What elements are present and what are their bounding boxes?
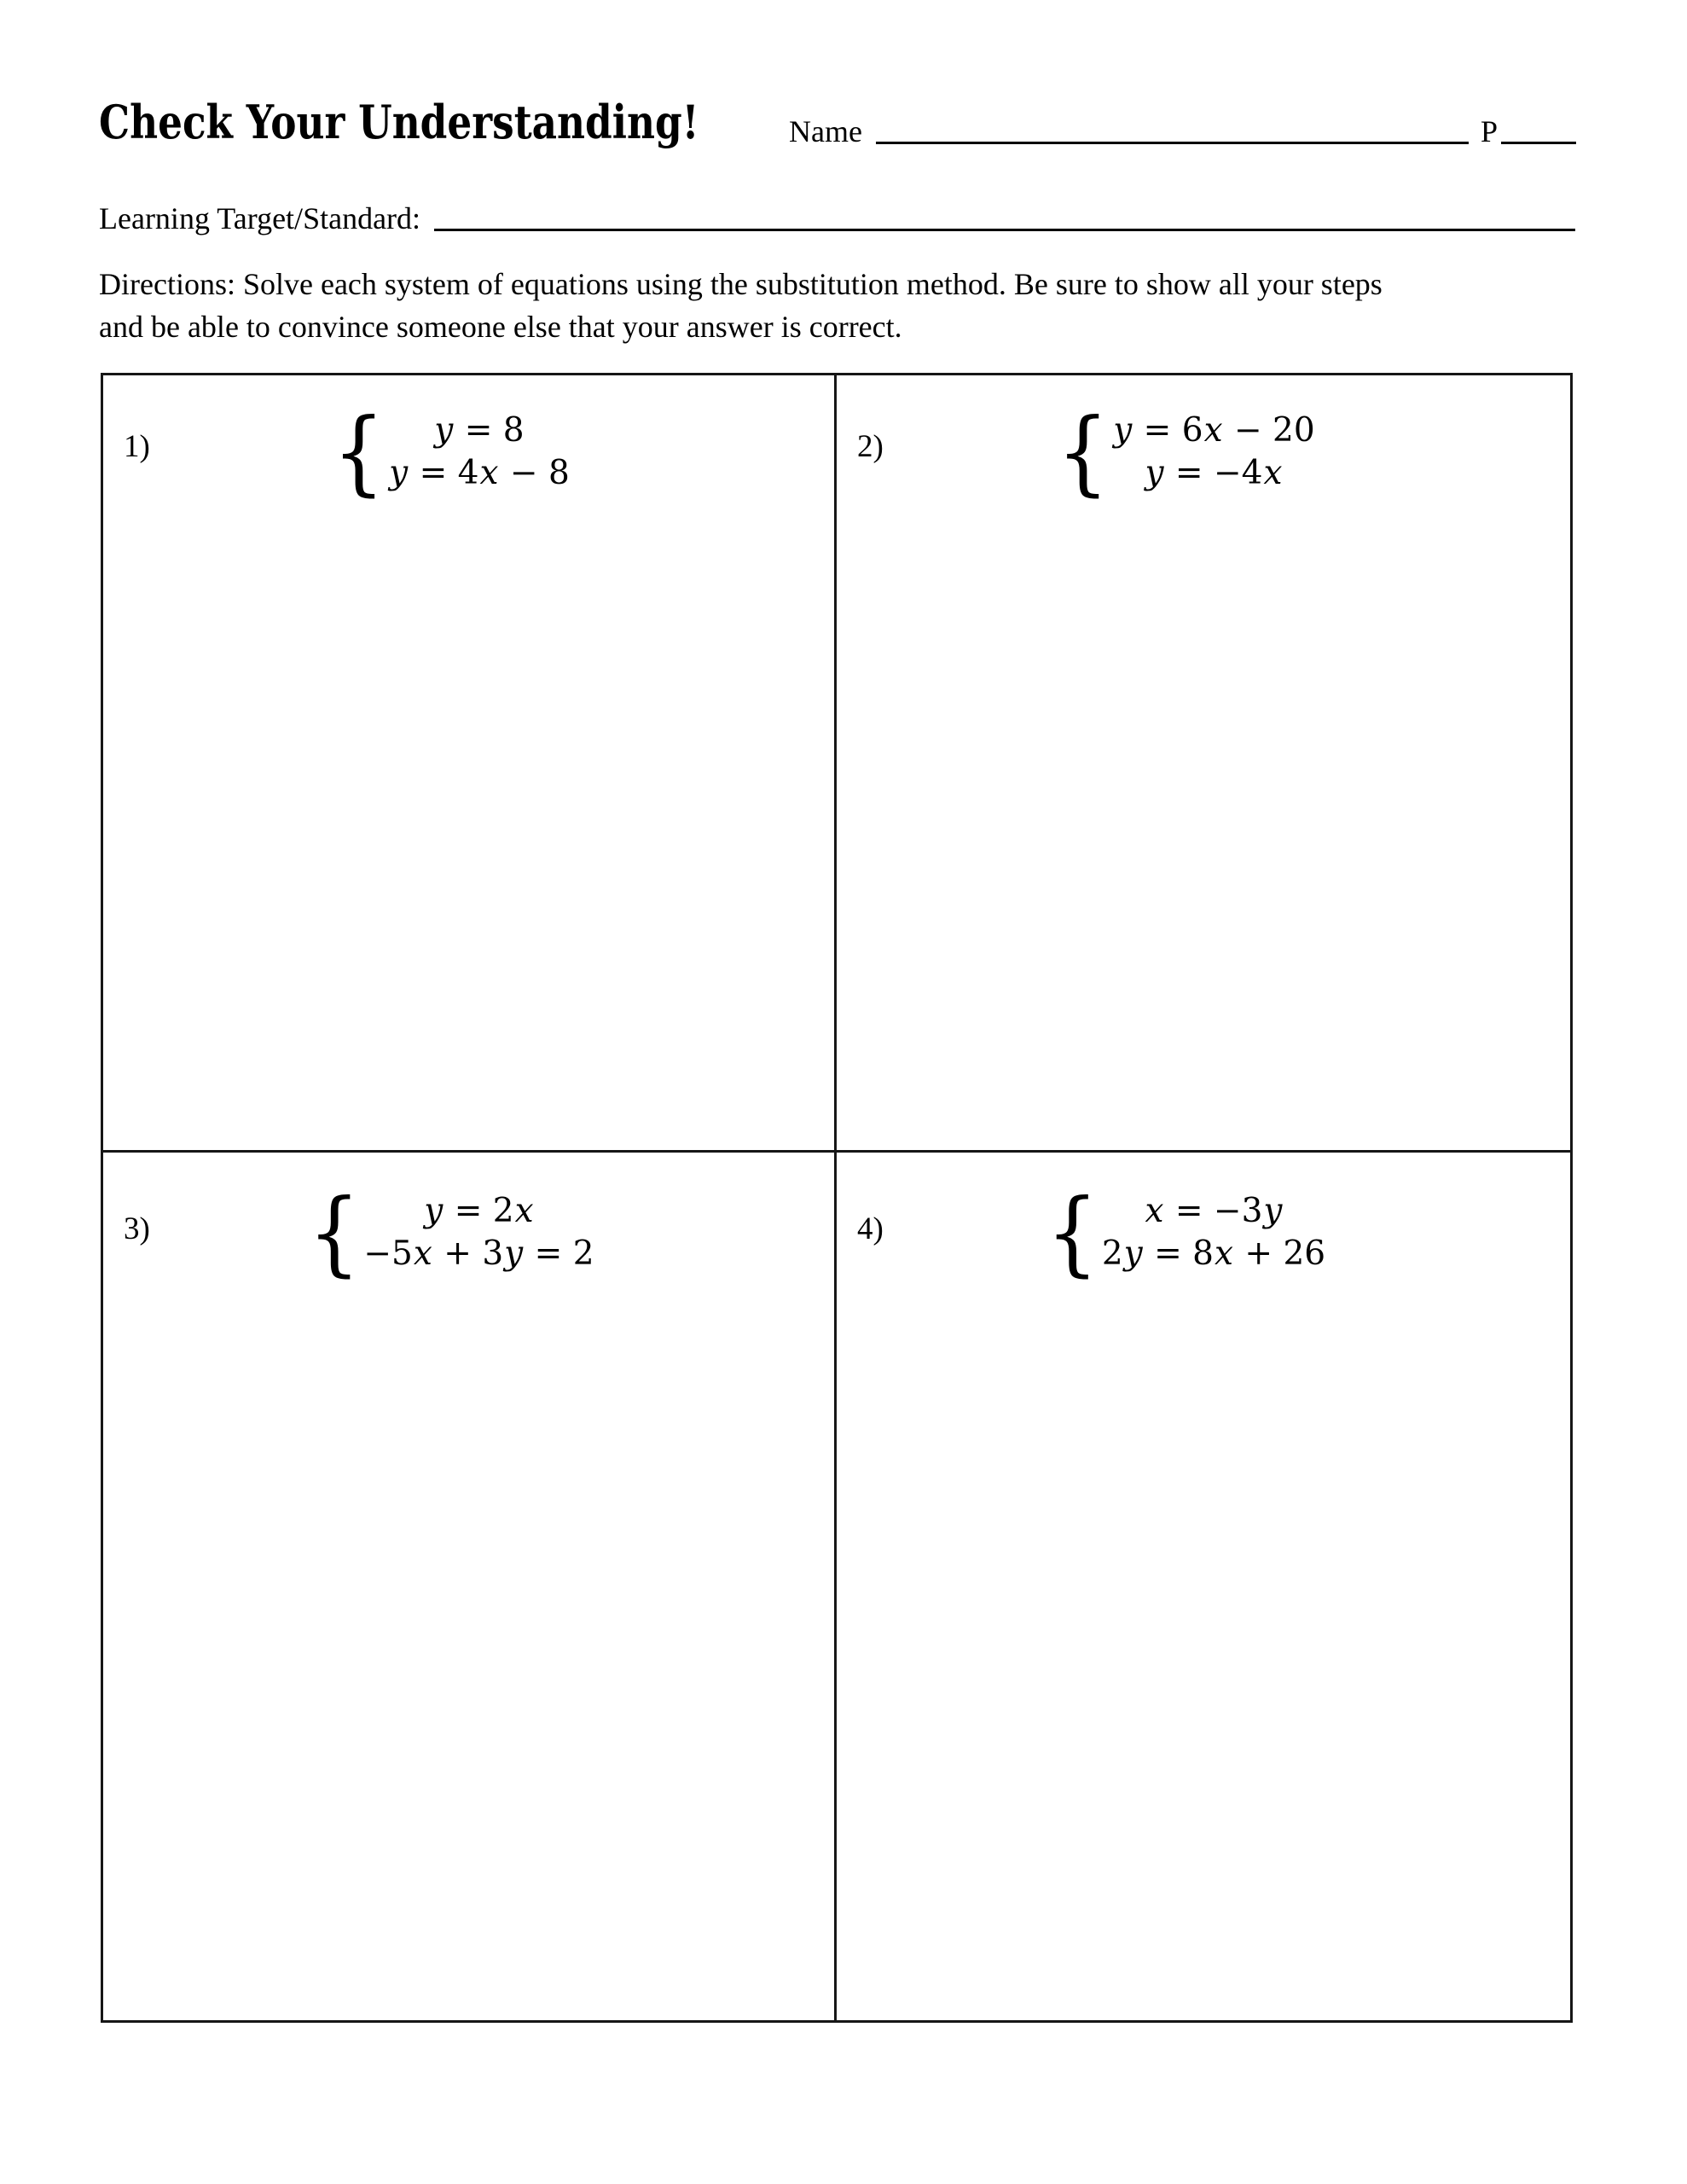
problem-number-1: 1) [124, 429, 150, 464]
directions-text [99, 263, 1587, 348]
learning-target-label: Learning Target/Standard: [99, 201, 421, 235]
period-blank-line [1501, 142, 1576, 144]
directions-line-1: Directions: Solve each system of equations using the substitution method. Be sure to show all your steps [99, 267, 1383, 301]
equations-2 [1112, 410, 1314, 495]
equation-4-line-2: 2y = 8x + 26 [1101, 1234, 1326, 1273]
equation-2-line-2: y = −4x [1145, 454, 1283, 492]
equation-2-line-1: y = 6x − 20 [1113, 411, 1315, 450]
equation-3-line-2: −5x + 3y = 2 [363, 1234, 594, 1273]
equation-system-4 [1046, 1179, 1326, 1287]
system-brace-icon: { [1057, 398, 1110, 506]
problem-number-2: 2) [857, 429, 884, 464]
problem-number-3: 3) [124, 1211, 150, 1246]
equation-system-3 [308, 1179, 594, 1287]
equations-4 [1102, 1190, 1325, 1275]
problem-cell-1 [103, 375, 837, 1153]
equation-system-1 [333, 398, 570, 506]
problem-cell-2 [837, 375, 1570, 1153]
problem-cell-4 [837, 1153, 1570, 2020]
system-brace-icon: { [1046, 1179, 1099, 1287]
equation-system-2 [1057, 398, 1315, 506]
equations-1 [388, 410, 570, 495]
learning-target-row [99, 201, 1575, 235]
name-label: Name [789, 114, 862, 148]
page-title: Check Your Understanding! [99, 95, 699, 149]
directions-line-2: and be able to convince someone else that your answer is correct. [99, 310, 902, 344]
equation-3-line-1: y = 2x [424, 1192, 534, 1230]
system-brace-icon: { [333, 398, 386, 506]
system-brace-icon: { [308, 1179, 361, 1287]
equations-3 [363, 1190, 594, 1275]
problems-table [101, 373, 1573, 2023]
equation-1-line-1: y = 8 [434, 411, 525, 450]
name-row [789, 114, 1576, 148]
learning-target-blank-line [434, 229, 1575, 231]
period-label: P [1480, 114, 1498, 148]
equation-4-line-1: x = −3y [1145, 1192, 1283, 1230]
equation-1-line-2: y = 4x − 8 [389, 454, 570, 492]
problem-cell-3 [103, 1153, 837, 2020]
name-blank-line [876, 142, 1469, 144]
problem-number-4: 4) [857, 1211, 884, 1246]
